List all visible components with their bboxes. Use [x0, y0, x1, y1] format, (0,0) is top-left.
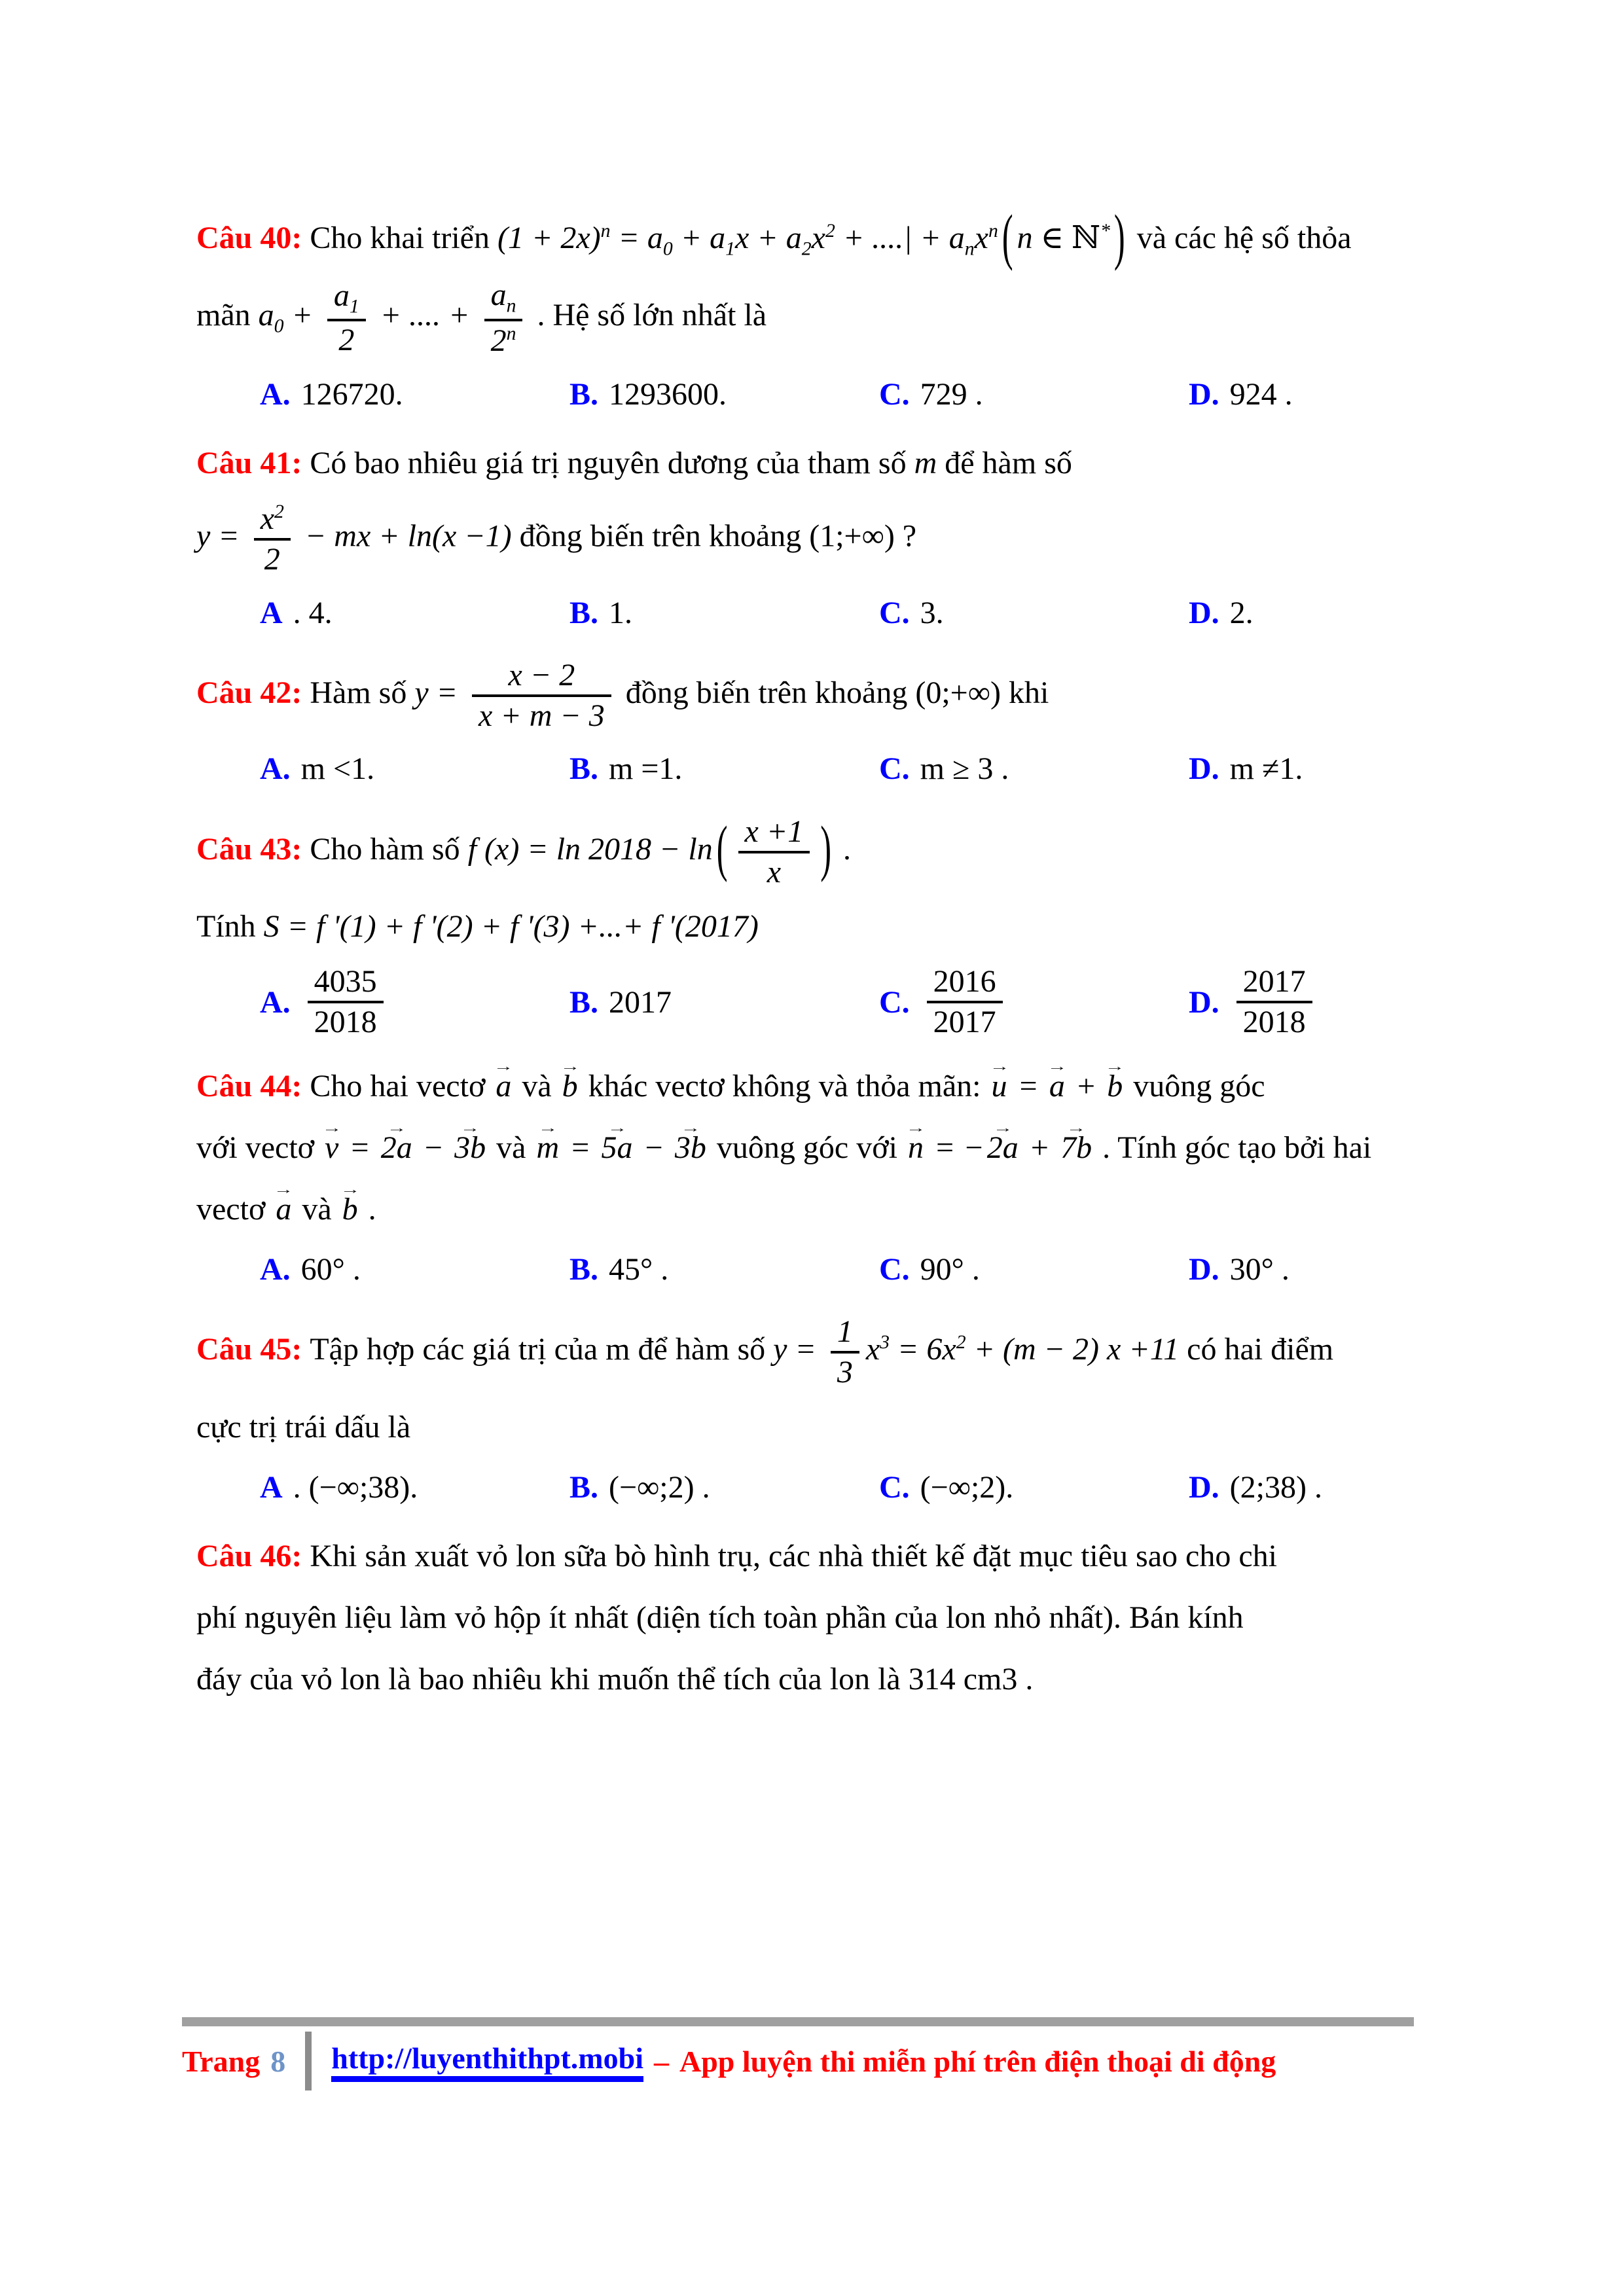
text-run: 60° .	[300, 1251, 361, 1287]
math-expression: f (x) = ln 2018 − ln	[467, 831, 713, 867]
math-expression: +	[1020, 1130, 1058, 1165]
text-run: 2017	[933, 1005, 996, 1040]
vector-symbol: u →	[992, 1063, 1007, 1110]
math-expression: 1	[837, 1314, 853, 1350]
footer-vertical-divider	[305, 2032, 312, 2090]
question-label: Câu 40:	[196, 221, 310, 255]
fraction-numerator	[831, 1315, 859, 1354]
option-letter: A.	[260, 1251, 291, 1287]
text-run: 2018	[1242, 1005, 1306, 1040]
fraction-numerator	[927, 965, 1003, 1003]
vector-symbol: a →	[1049, 1063, 1065, 1110]
fraction	[484, 278, 523, 358]
math-expression: = −	[926, 1130, 984, 1165]
question-43	[196, 812, 1434, 1040]
text-run: và các hệ số thỏa	[1128, 221, 1352, 255]
math-expression: = a	[610, 221, 663, 255]
math-expression: y =	[414, 675, 466, 710]
option-letter: C.	[879, 595, 910, 630]
text-run: đáy của vỏ lon là bao nhiêu khi muốn thể tích của lon là 314 cm3 .	[196, 1662, 1034, 1697]
option-B	[569, 591, 879, 635]
fraction	[831, 1315, 859, 1390]
text-run: 2018	[314, 1005, 377, 1040]
fraction-numerator	[738, 815, 810, 853]
option-letter: A	[260, 595, 283, 630]
question-label: Câu 42:	[196, 675, 310, 710]
big-paren: (	[716, 812, 728, 882]
question-41-line-1	[196, 440, 1434, 487]
text-run: cực trị trái dấu là	[196, 1409, 411, 1444]
text-run: Cho khai triển	[310, 221, 497, 255]
fraction-denominator	[831, 1354, 859, 1390]
option-A	[260, 1247, 569, 1291]
option-value	[609, 1247, 668, 1291]
vector-symbol: b →	[342, 1186, 358, 1233]
math-expression: x +1	[744, 814, 804, 849]
fraction	[1236, 965, 1312, 1039]
math-expression: =	[1009, 1068, 1047, 1103]
text-run: m <1.	[300, 751, 375, 787]
option-letter: B.	[569, 751, 599, 787]
option-A	[260, 372, 569, 416]
option-letter: B.	[569, 1251, 599, 1287]
big-paren: )	[820, 812, 832, 882]
option-letter: D.	[1189, 376, 1219, 412]
math-expression: x + m − 3	[478, 698, 605, 733]
subscript: 0	[662, 238, 673, 260]
option-A	[260, 591, 569, 635]
option-D	[1189, 1465, 1322, 1509]
text-run: 1.	[609, 595, 633, 630]
option-value	[920, 1465, 1014, 1509]
math-expression: m	[914, 445, 937, 480]
footer-row	[182, 2032, 1414, 2090]
text-run: 3.	[920, 595, 944, 630]
fraction-numerator	[308, 965, 384, 1003]
option-letter: B.	[569, 984, 599, 1020]
vector-symbol: a →	[496, 1063, 511, 1110]
math-expression: x	[811, 221, 825, 255]
text-run: 45° .	[609, 1251, 669, 1287]
option-letter: C.	[879, 376, 910, 412]
text-run: với vectơ	[196, 1130, 323, 1165]
fraction	[308, 965, 384, 1039]
question-44-line-1	[196, 1063, 1434, 1110]
text-run: và	[514, 1068, 560, 1103]
text-run: 2.	[1229, 595, 1254, 630]
option-value	[609, 747, 682, 791]
math-expression: a	[490, 278, 507, 313]
option-A	[260, 747, 569, 791]
option-value	[301, 965, 390, 1039]
math-expression: −	[414, 1130, 452, 1165]
superscript: 2	[956, 1331, 966, 1354]
math-expression: + ....| + a	[835, 221, 965, 255]
fraction-numerator	[484, 278, 523, 321]
vector-symbol: 3b →	[675, 1124, 706, 1172]
option-B	[569, 1465, 879, 1509]
question-41-line-2	[196, 501, 1434, 577]
option-letter: D.	[1189, 984, 1219, 1020]
option-A	[260, 965, 569, 1039]
math-expression: (1 + 2x)	[497, 221, 601, 255]
math-expression: −	[635, 1130, 672, 1165]
math-expression: +	[283, 298, 321, 333]
fraction	[254, 501, 291, 577]
question-46-line-3	[196, 1656, 1434, 1703]
question-44	[196, 1063, 1434, 1291]
math-expression: x + a	[735, 221, 802, 255]
option-D	[1189, 591, 1254, 635]
fraction-numerator	[254, 501, 291, 541]
question-label: Câu 41:	[196, 445, 310, 480]
option-value	[301, 1247, 361, 1291]
subscript: n	[964, 238, 975, 260]
text-run: Có bao nhiêu giá trị nguyên dương của tham số	[310, 445, 914, 480]
question-45-line-2	[196, 1404, 1434, 1451]
option-value	[609, 980, 672, 1024]
big-paren: )	[1113, 202, 1125, 272]
math-expression: x	[865, 1332, 880, 1367]
question-45-options	[196, 1465, 1434, 1509]
math-expression: = 6x	[890, 1332, 956, 1367]
question-41-options	[196, 591, 1434, 635]
fraction-denominator	[254, 541, 291, 577]
superscript: n	[506, 322, 516, 344]
page-footer	[182, 2017, 1414, 2090]
option-value	[1230, 372, 1293, 416]
option-letter: B.	[569, 376, 599, 412]
text-run: Khi sản xuất vỏ lon sữa bò hình trụ, các nhà thiết kế đặt mục tiêu sao cho chi	[310, 1539, 1277, 1574]
question-44-options	[196, 1247, 1434, 1291]
math-expression: − mx + ln(x −1)	[297, 518, 512, 554]
math-expression: =	[562, 1130, 599, 1165]
option-letter: D.	[1189, 595, 1219, 630]
subscript: 0	[274, 315, 284, 337]
option-D	[1189, 372, 1293, 416]
text-run: 30° .	[1229, 1251, 1290, 1287]
vector-symbol: v →	[325, 1124, 338, 1172]
text-run: (−∞;2).	[920, 1469, 1014, 1505]
option-D	[1189, 1247, 1290, 1291]
vector-symbol: b →	[562, 1063, 578, 1110]
option-value	[609, 372, 727, 416]
question-label: Câu 45:	[196, 1332, 310, 1367]
text-run: (−∞;2) .	[609, 1469, 710, 1505]
page-label: Trang	[182, 2044, 261, 2078]
fraction-denominator	[308, 1003, 384, 1039]
vector-symbol: n →	[908, 1124, 924, 1172]
subscript: 1	[725, 238, 736, 260]
text-run: 2017	[609, 984, 672, 1020]
subscript: 2	[801, 238, 812, 260]
option-value	[1230, 1465, 1322, 1509]
question-45	[196, 1315, 1434, 1509]
footer-tagline: App luyện thi miễn phí trên điện thoại di động	[679, 2044, 1276, 2078]
option-letter: A.	[260, 984, 291, 1020]
vector-symbol: 2a →	[987, 1124, 1019, 1172]
text-run: 1293600.	[609, 376, 727, 412]
text-run: có hai điểm	[1179, 1332, 1334, 1367]
text-run: .	[835, 831, 852, 867]
option-B	[569, 747, 879, 791]
question-44-line-3	[196, 1186, 1434, 1233]
math-expression: 2	[264, 541, 280, 577]
math-expression: x − 2	[508, 657, 575, 692]
math-expression: =	[341, 1130, 378, 1165]
question-43-line-1	[196, 812, 1434, 889]
math-expression: + .... +	[372, 298, 478, 333]
question-42-options	[196, 747, 1434, 791]
superscript: 3	[880, 1331, 890, 1354]
option-letter: A.	[260, 751, 291, 787]
vector-symbol: b →	[1107, 1063, 1123, 1110]
option-C	[879, 747, 1189, 791]
option-value	[293, 1465, 418, 1509]
text-run: . 4.	[293, 595, 333, 630]
option-letter: D.	[1189, 751, 1219, 787]
option-value	[920, 591, 944, 635]
vector-symbol: a →	[276, 1186, 291, 1233]
footer-divider-bar	[182, 2017, 1414, 2026]
text-run: và	[294, 1191, 340, 1227]
option-letter: B.	[569, 595, 599, 630]
math-expression: x	[260, 501, 275, 536]
text-run: vuông góc	[1125, 1068, 1265, 1103]
question-label: Câu 46:	[196, 1539, 310, 1574]
option-value	[920, 1247, 980, 1291]
fraction-denominator	[327, 321, 366, 357]
option-value	[1230, 965, 1319, 1039]
math-expression: y =	[196, 518, 247, 554]
text-run: . (−∞;38).	[293, 1469, 418, 1505]
math-expression: x	[767, 854, 782, 889]
question-40	[196, 202, 1434, 416]
question-40-line-2	[196, 278, 1434, 358]
fraction-denominator	[738, 853, 810, 889]
text-run: vuông góc với	[708, 1130, 905, 1165]
text-run: Cho hàm số	[310, 831, 468, 867]
question-46-line-1	[196, 1533, 1434, 1580]
footer-link[interactable]: http://luyenthithpt.mobi	[331, 2041, 643, 2082]
text-run: 924 .	[1229, 376, 1293, 412]
option-C	[879, 1247, 1189, 1291]
option-letter: C.	[879, 984, 910, 1020]
question-41	[196, 440, 1434, 635]
subscript: n	[506, 295, 516, 317]
vector-symbol: m →	[536, 1124, 559, 1172]
math-expression: n ∈	[1017, 221, 1072, 255]
option-value	[301, 747, 374, 791]
big-paren: (	[1001, 202, 1013, 272]
text-run: .	[360, 1191, 376, 1227]
text-run: đồng biến trên khoảng (0;+∞) khi	[617, 675, 1049, 710]
fraction	[927, 965, 1003, 1039]
text-run: Hàm số	[310, 675, 415, 710]
question-40-options	[196, 372, 1434, 416]
option-B	[569, 980, 879, 1024]
text-run: 729 .	[920, 376, 983, 412]
option-letter: C.	[879, 1469, 910, 1505]
math-expression: a	[333, 278, 350, 313]
text-run: 2016	[933, 964, 996, 999]
fraction	[327, 279, 366, 358]
text-run: Tính	[196, 909, 264, 944]
fraction-numerator	[472, 658, 611, 697]
fraction-denominator	[927, 1003, 1003, 1039]
superscript: n	[600, 220, 611, 242]
text-run: 2017	[1242, 964, 1306, 999]
page-number: 8	[270, 2044, 286, 2078]
question-42	[196, 658, 1434, 791]
option-D	[1189, 965, 1319, 1039]
option-letter: C.	[879, 751, 910, 787]
math-expression: y =	[773, 1332, 824, 1367]
option-value	[609, 591, 632, 635]
text-run: để hàm số	[937, 445, 1072, 480]
fraction-denominator	[484, 321, 523, 358]
question-label: Câu 43:	[196, 831, 310, 867]
text-run: m =1.	[609, 751, 683, 787]
option-B	[569, 1247, 879, 1291]
math-expression: 3	[837, 1355, 853, 1390]
math-expression: x	[974, 221, 988, 255]
math-expression: +	[1067, 1068, 1105, 1103]
question-42-line-1	[196, 658, 1434, 733]
text-run: Cho hai vectơ	[310, 1068, 494, 1103]
text-run: m ≥ 3 .	[920, 751, 1009, 787]
text-run: đồng biến trên khoảng (1;+∞) ?	[511, 518, 917, 554]
text-run: khác vectơ không và thỏa mãn:	[580, 1068, 989, 1103]
option-letter: C.	[879, 1251, 910, 1287]
fraction	[738, 815, 810, 889]
fraction-numerator	[327, 279, 366, 322]
math-expression: 2	[490, 323, 507, 358]
question-43-options	[196, 965, 1434, 1039]
option-value	[1230, 591, 1254, 635]
option-value	[920, 747, 1009, 791]
vector-symbol: 3b →	[454, 1124, 486, 1172]
option-value	[1230, 747, 1303, 791]
blackboard-n: ℕ	[1072, 219, 1101, 256]
option-C	[879, 372, 1189, 416]
vector-symbol: 5a →	[602, 1124, 633, 1172]
question-44-line-2	[196, 1124, 1434, 1172]
option-value	[293, 591, 333, 635]
math-expression: 2	[338, 323, 355, 358]
math-expression: S = f '(1) + f '(2) + f '(3) +...+ f '(2017)	[263, 909, 759, 944]
option-C	[879, 591, 1189, 635]
option-value	[609, 1465, 710, 1509]
text-run: Tập hợp các giá trị của m để hàm số	[310, 1332, 774, 1367]
math-expression: + a	[672, 221, 726, 255]
vector-symbol: 2a →	[381, 1124, 412, 1172]
question-40-line-1	[196, 202, 1434, 272]
option-value	[920, 965, 1009, 1039]
question-46-line-2	[196, 1594, 1434, 1641]
vector-symbol: 7b →	[1060, 1124, 1092, 1172]
superscript: *	[1100, 220, 1110, 242]
option-value	[920, 372, 983, 416]
text-run: m ≠1.	[1229, 751, 1303, 787]
option-A	[260, 1465, 569, 1509]
option-B	[569, 372, 879, 416]
option-C	[879, 965, 1189, 1039]
text-run: và	[488, 1130, 534, 1165]
question-46	[196, 1533, 1434, 1703]
fraction	[472, 658, 611, 733]
question-45-line-1	[196, 1315, 1434, 1390]
fraction-numerator	[1236, 965, 1312, 1003]
option-letter: D.	[1189, 1469, 1219, 1505]
text-run: 4035	[314, 964, 377, 999]
option-letter: A	[260, 1469, 283, 1505]
text-run: 90° .	[920, 1251, 980, 1287]
option-value	[301, 372, 403, 416]
question-label: Câu 44:	[196, 1068, 310, 1103]
subscript: 1	[349, 295, 359, 317]
question-43-line-2	[196, 903, 1434, 950]
option-value	[1230, 1247, 1290, 1291]
option-C	[879, 1465, 1189, 1509]
text-run: vectơ	[196, 1191, 274, 1227]
text-run: . Tính góc tạo bởi hai	[1094, 1130, 1372, 1165]
option-letter: A.	[260, 376, 291, 412]
option-letter: B.	[569, 1469, 599, 1505]
option-letter: D.	[1189, 1251, 1219, 1287]
text-run: (2;38) .	[1229, 1469, 1322, 1505]
math-expression: + (m − 2) x +11	[965, 1332, 1180, 1367]
math-expression: a	[258, 298, 274, 333]
superscript: 2	[825, 220, 835, 242]
text-run: phí nguyên liệu làm vỏ hộp ít nhất (diện tích toàn phần của lon nhỏ nhất). Bán kính	[196, 1600, 1244, 1636]
footer-separator: –	[654, 2044, 669, 2078]
fraction-denominator	[1236, 1003, 1312, 1039]
option-D	[1189, 747, 1303, 791]
superscript: n	[988, 220, 998, 242]
text-run: mãn	[196, 298, 259, 333]
text-run: . Hệ số lớn nhất là	[529, 298, 767, 333]
fraction-denominator	[472, 697, 611, 733]
text-run: 126720.	[300, 376, 403, 412]
superscript: 2	[274, 500, 284, 522]
